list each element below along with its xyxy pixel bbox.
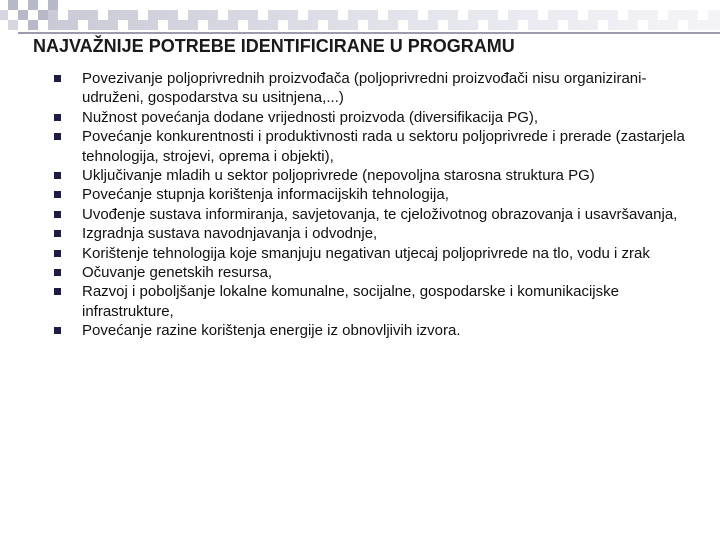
- square-bullet-icon: [54, 133, 61, 140]
- list-item-text: Izgradnja sustava navodnjavanja i odvodnje,: [82, 225, 378, 243]
- decorative-checker-pattern: [0, 0, 720, 34]
- list-item: [0, 224, 720, 243]
- list-item: [0, 205, 720, 224]
- square-bullet-icon: [54, 250, 61, 257]
- title-underline: [18, 32, 720, 34]
- list-item: [0, 244, 720, 263]
- list-item-text: Povećanje stupnja korištenja informacijskih tehnologija,: [82, 186, 449, 204]
- square-bullet-icon: [54, 172, 61, 179]
- square-bullet-icon: [54, 288, 61, 295]
- square-bullet-icon: [54, 191, 61, 198]
- page-title: NAJVAŽNIJE POTREBE IDENTIFICIRANE U PROGRAMU: [33, 36, 515, 56]
- list-item-text: Korištenje tehnologija koje smanjuju negativan utjecaj poljoprivrede na tlo, vodu i zrak: [82, 244, 650, 262]
- list-item-text: Povećanje razine korištenja energije iz obnovljivih izvora.: [82, 322, 461, 340]
- list-item: [0, 69, 720, 108]
- list-item: [0, 166, 720, 185]
- list-item-text: Uvođenje sustava informiranja, savjetovanja, te cjeloživotnog obrazovanja i usavršavanja,: [82, 205, 678, 223]
- square-bullet-icon: [54, 230, 61, 237]
- square-bullet-icon: [54, 114, 61, 121]
- square-bullet-icon: [54, 211, 61, 218]
- list-item: [0, 185, 720, 204]
- list-item-text: Povezivanje poljoprivrednih proizvođača (poljoprivredni proizvođači nisu organizirani-udruženi, gospodarstva su usitnjena,...): [82, 70, 647, 107]
- list-item-text: Nužnost povećanja dodane vrijednosti proizvoda (diversifikacija PG),: [82, 108, 539, 126]
- list-item-text: Očuvanje genetskih resursa,: [82, 264, 273, 282]
- list-item: [0, 127, 720, 166]
- square-bullet-icon: [54, 327, 61, 334]
- square-bullet-icon: [54, 269, 61, 276]
- list-item-text: Razvoj i poboljšanje lokalne komunalne, socijalne, gospodarske i komunikacijske infrastrukture,: [82, 283, 619, 320]
- list-item: [0, 263, 720, 282]
- list-item: [0, 321, 720, 340]
- list-item-text: Uključivanje mladih u sektor poljoprivrede (nepovoljna starosna struktura PG): [82, 167, 595, 185]
- list-item: [0, 108, 720, 127]
- square-bullet-icon: [54, 75, 61, 82]
- list-item: [0, 282, 720, 321]
- list-item-text: Povećanje konkurentnosti i produktivnosti rada u sektoru poljoprivrede i prerade (zastarjela tehnologija, strojevi, oprema i objekti),: [82, 128, 685, 165]
- bullet-list: [0, 69, 720, 341]
